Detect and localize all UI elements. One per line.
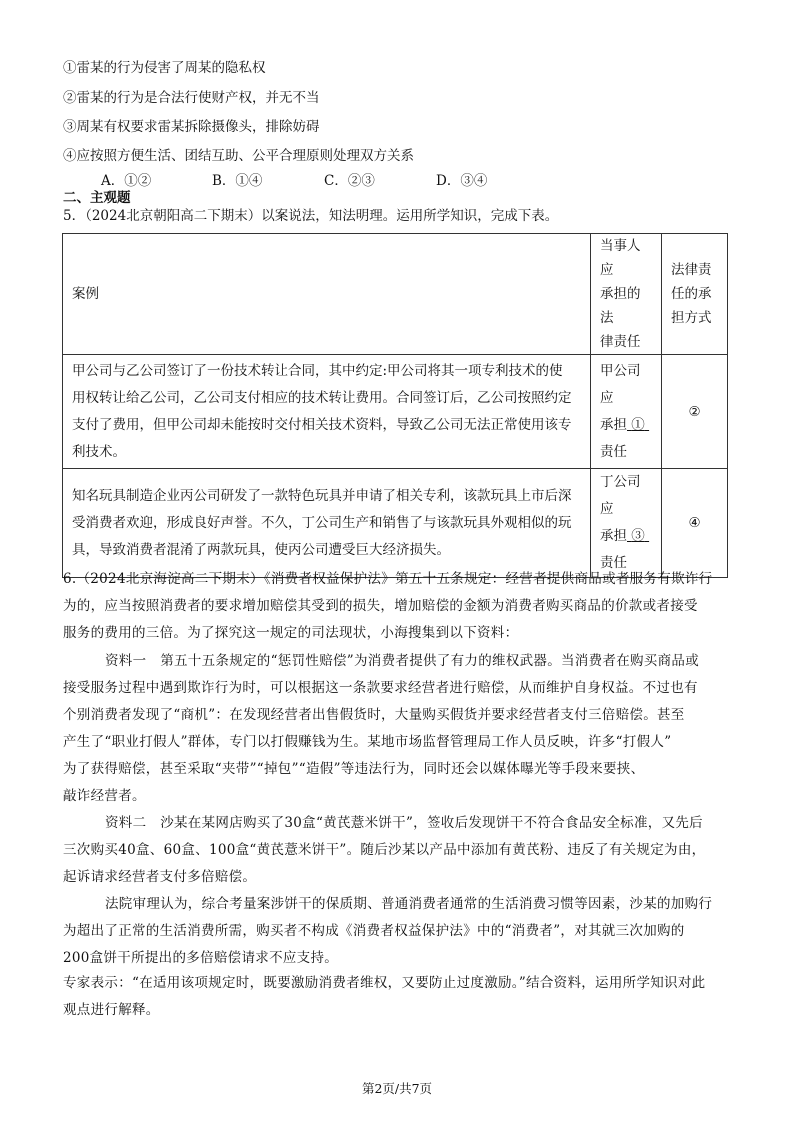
case-table	[62, 233, 728, 578]
header-case: 案例	[63, 234, 591, 355]
row2-method: ④	[662, 469, 728, 578]
q4-option-a: A．①②	[101, 173, 152, 189]
table-row	[63, 355, 728, 469]
q4-statement-4: ④应按照方便生活、团结互助、公平合理原则处理双方关系	[63, 148, 414, 164]
row2-liability: 丁公司应 承担 ③ 责任	[591, 469, 662, 578]
q6-material-2: 资料二 沙某在某网店购买了30盒“黄芪薏米饼干”，签收后发现饼干不符合食品安全标准，又先后 三次购买40盒、60盒、100盒“黄芪薏米饼干”。随后沙某以产品中添加有黄芪粉、违反了有关规定为由， 起诉请求经营者支付多倍赔偿。	[63, 815, 706, 885]
row2-case: 知名玩具制造企业丙公司研发了一款特色玩具并申请了相关专利，该款玩具上市后深 受消费者欢迎，形成良好声誉。不久，丁公司生产和销售了与该款玩具外观相似的玩 具，导致消费者混淆了两款玩具，使丙公司遭受巨大经济损失。	[63, 469, 591, 578]
q6-material-1: 资料一 第五十五条规定的“惩罚性赔偿”为消费者提供了有力的维权武器。当消费者在购买商品或 接受服务过程中遇到欺诈行为时，可以根据这一条款要求经营者进行赔偿，从而维护自身权益。不过也有 个别消费者发现了“商机”：在发现经营者出售假货时，大量购买假货并要求经营者支付三倍赔偿。甚至 产生了“职业打假人”群体，专门以打假赚钱为生。某地市场监督管理局工作人员反映，许多“打假人” 为了获得赔偿，甚至采取“夹带”“掉包”“造假”等违法行为，同时还会以媒体曝光等手段来要挟、 敲诈经营者。	[63, 653, 700, 804]
header-method: 法律责 任的承 担方式	[662, 234, 728, 355]
row1-liability: 甲公司应 承担 ① 责任	[591, 355, 662, 469]
q4-statement-3: ③周某有权要求雷某拆除摄像头，排除妨碍	[63, 119, 320, 135]
q4-option-d: D．③④	[436, 173, 488, 189]
q4-statement-2: ②雷某的行为是合法行使财产权，并无不当	[63, 90, 320, 106]
header-liability: 当事人应 承担的法 律责任	[591, 234, 662, 355]
table-header-row	[63, 234, 728, 355]
table-row	[63, 469, 728, 578]
q6-court-opinion: 法院审理认为，综合考量案涉饼干的保质期、普通消费者通常的生活消费习惯等因素，沙某的加购行 为超出了正常的生活消费所需，购买者不构成《消费者权益保护法》中的“消费者”，对其就三次加购的 200盒饼干所提出的多倍赔偿请求不应支持。	[63, 896, 713, 966]
row1-case: 甲公司与乙公司签订了一份技术转让合同，其中约定:甲公司将其一项专利技术的使 用权转让给乙公司，乙公司支付相应的技术转让费用。合同签订后，乙公司按照约定 支付了费用，但甲公司却未能按时交付相关技术资料，导致乙公司无法正常使用该专 利技术。	[63, 355, 591, 469]
blank-3: ③	[631, 528, 645, 544]
q5-stem: 5．（2024北京朝阳高二下期末）以案说法，知法明理。运用所学知识，完成下表。	[63, 208, 559, 224]
q4-option-c: C．②③	[324, 173, 375, 189]
row1-method: ②	[662, 355, 728, 469]
q4-statement-1: ①雷某的行为侵害了周某的隐私权	[63, 60, 266, 76]
q6-stem: 6.（2024北京海淀高二下期末）《消费者权益保护法》第五十五条规定：经营者提供商品或者服务有欺诈行 为的，应当按照消费者的要求增加赔偿其受到的损失，增加赔偿的金额为消费者购买商品的价款或者接受 服务的费用的三倍。为了探究这一规定的司法现状，小海搜集到以下资料：	[63, 571, 713, 641]
blank-1: ①	[631, 416, 645, 433]
section-title: 二、主观题	[63, 190, 131, 206]
page-number: 第2页/共7页	[361, 1081, 433, 1096]
q4-option-b: B．①④	[212, 173, 263, 189]
q6-expert-statement: 专家表示：“在适用该项规定时，既要激励消费者维权，又要防止过度激励。”结合资料，运用所学知识对此 观点进行解释。	[63, 975, 706, 1018]
